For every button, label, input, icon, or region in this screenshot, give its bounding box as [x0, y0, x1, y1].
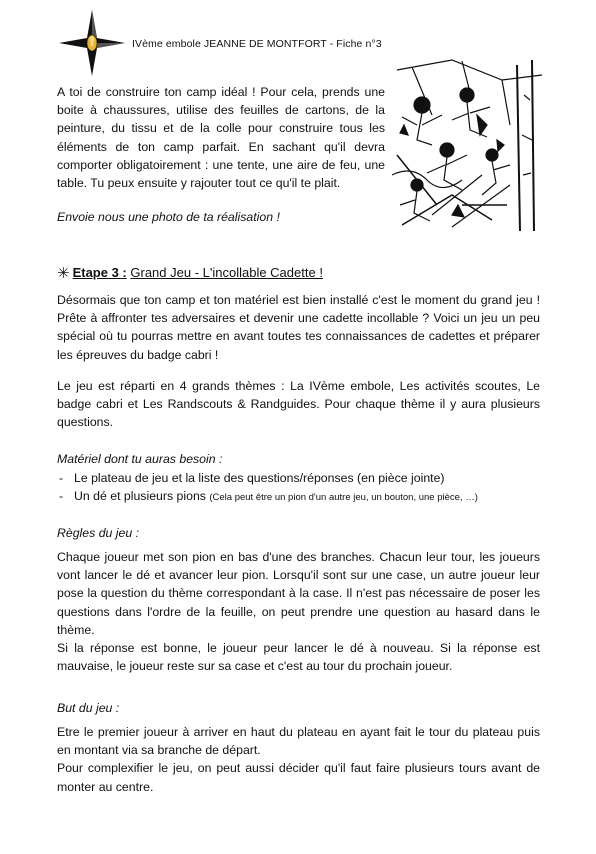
list-item	[57, 488, 547, 507]
intro-game-paragraph: Désormais que ton camp et ton matériel est bien installé c'est le moment du grand jeu ! Prête à affronter tes adversaires et devenir une cadette incollable ? Voici un jeu un peu spécial où tu pourras mettre en avant toutes tes connaissances de cadettes et préparer les épreuves du badge cabri !	[57, 293, 540, 362]
but-line: Etre le premier joueur à arriver en haut du plateau en ayant fait le tour du plateau puis en montant via sa branche de départ.	[57, 725, 540, 758]
regles-line: Si la réponse est bonne, le joueur peur lancer le dé à nouveau. Si la réponse est mauvaise, le joueur reste sur sa case et c'est au tour du prochain joueur.	[57, 641, 540, 674]
but-line: Pour complexifier le jeu, on peut aussi décider qu'il faut faire plusieurs tours avant de monter au centre.	[57, 761, 540, 794]
regles-line: Chaque joueur met son pion en bas d'une des branches. Chacun leur tour, les joueurs vont lancer le dé et avancer leur pion. Lorsqu'il sont sur une case, un autre joueur leur pose la question du thème correspondant à la case. Il n'est pas nécessaire de poser les questions dans l'ordre de la feuille, on peut prendre une question au hasard dans le thème.	[57, 550, 540, 637]
compass-star-logo-icon	[57, 8, 127, 78]
intro-paragraph: A toi de construire ton camp idéal ! Pour cela, prends une boite à chaussures, utilise des feuilles de cartons, de la peinture, du tissu et de la colle pour construire tous les éléments de ton camp parfait. En sachant qu'il devra comporter obligatoirement : une tente, une aire de feu, une table. Tu peux ensuite y rajouter tout ce qu'il te plait.	[57, 85, 385, 191]
list-item	[57, 470, 547, 488]
regles-text	[57, 548, 540, 675]
asterisk-icon: ✳	[57, 265, 70, 282]
regles-heading: Règles du jeu :	[57, 526, 140, 540]
section-heading	[57, 263, 323, 281]
but-text	[57, 723, 540, 796]
etape-label: Etape 3 :	[72, 265, 127, 280]
dash-bullet: -	[59, 471, 64, 485]
but-heading: But du jeu :	[57, 701, 120, 715]
section-title: Grand Jeu - L'incollable Cadette !	[130, 265, 323, 280]
list-item-text: Le plateau de jeu et la liste des questions/réponses (en pièce jointe)	[74, 471, 445, 485]
themes-paragraph: Le jeu est réparti en 4 grands thèmes : La IVème embole, Les activités scoutes, Le badge cabri et Les Randscouts & Randguides. Pour chaque thème il y aura plusieurs questions.	[57, 379, 540, 430]
scouts-camp-drawing-icon	[392, 55, 544, 231]
send-photo-text: Envoie nous une photo de ta réalisation !	[57, 210, 280, 224]
list-item-note: (Cela peut être un pion d'un autre jeu, un bouton, une pièce, …)	[209, 491, 478, 503]
dash-bullet: -	[59, 488, 64, 503]
list-item-text: Un dé et plusieurs pions	[74, 488, 210, 503]
materiel-heading: Matériel dont tu auras besoin :	[57, 452, 223, 466]
materiel-list	[57, 470, 547, 506]
header-title: IVème embole JEANNE DE MONTFORT - Fiche n°3	[132, 38, 382, 50]
